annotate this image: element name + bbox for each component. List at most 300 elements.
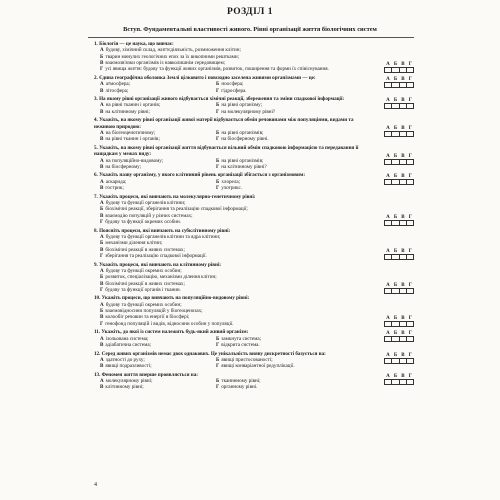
page-number: 4 [94,482,97,488]
answer-grid-letter: Б [393,373,398,379]
option-letter: А [100,200,104,207]
option-letter: А [100,81,104,88]
option-text: на рівні тканин і органів; [105,136,160,143]
answer-grid-letter: Г [408,331,412,337]
answer-grid-cells [384,179,414,185]
answer-options [94,268,414,293]
question-stem: Феномен життя вперше проявляється на: [101,371,198,378]
answer-grid-letter: А [386,126,390,132]
option-text: на рівні тканин і органів; [105,102,161,109]
answer-grid-letter: Г [408,248,412,254]
answer-checkbox[interactable] [392,322,399,326]
answer-checkbox[interactable] [407,68,413,72]
answer-grid-letter: Б [393,316,398,322]
answer-checkbox[interactable] [400,322,407,326]
option-letter: Г [216,384,220,391]
option-letter: А [100,47,104,54]
option-text: атмосфера; [105,81,131,88]
option-text: ізольована система; [105,335,149,342]
answer-grid-letter: А [386,214,390,220]
answer-options [94,130,414,143]
section-title: РОЗДІЛ 1 [226,7,273,17]
option-text: будову, хімічний склад, життєдіяльність, розмноження клітин; [105,47,241,54]
question-stem: Укажіть назву організму, у якого клітинний рівень організації збігається з організмовим: [99,172,306,179]
answer-checkbox[interactable] [400,180,407,184]
question-block [94,351,414,370]
answer-grid-letter: В [401,153,405,159]
question-stem: Укажіть процеси, що вивчають на популяційно-видовому рівні: [101,295,250,302]
option-letter: Г [216,163,220,170]
answer-option [100,164,216,170]
answer-options [94,357,414,370]
question-block [94,262,414,294]
option-text: будову та функції окремих особин; [105,267,182,274]
answer-grid[interactable] [384,77,414,88]
option-text: хлорела; [221,178,241,185]
option-letter: Б [216,356,220,363]
answer-option [100,109,216,115]
answer-grid-letter: А [386,76,390,82]
answer-option [100,342,216,348]
option-text: тварин минулих геологічних епох за їх викопними рештками; [105,53,240,60]
answer-grid-letter: В [401,352,405,358]
answer-checkbox[interactable] [400,83,407,87]
option-letter: А [100,233,104,240]
answer-checkbox[interactable] [400,132,407,136]
option-text: взаємодію популяцій у різних системах; [105,212,193,219]
option-letter: В [100,108,104,115]
answer-grid-letter: А [386,352,390,358]
option-letter: А [100,157,104,164]
answer-checkbox[interactable] [407,83,413,87]
option-text: на рівні організмів; [221,130,264,137]
option-letter: Г [216,87,220,94]
answer-options [94,336,414,349]
answer-grid-cells [384,159,414,165]
option-letter: В [100,384,104,391]
option-text: на біосферному; [105,163,142,170]
answer-checkbox[interactable] [400,289,407,293]
option-letter: Г [216,108,220,115]
option-letter: А [100,378,104,385]
answer-grid-letter: А [386,331,390,337]
answer-grid-letter: Б [393,248,398,254]
answer-options [94,81,414,94]
answer-grid[interactable] [384,126,414,137]
option-text: біохімічні реакції в живих системах; [105,280,185,287]
option-text: тканинному рівні; [221,378,261,385]
answer-checkbox[interactable] [392,380,399,384]
question-number: 10. [94,295,102,302]
answer-grid-cells [384,379,414,385]
answer-grid-letter: Б [393,126,398,132]
answer-grid-cells [384,67,414,73]
option-text: колообіг речовин та енергії в біосфері; [105,314,190,321]
answer-checkbox[interactable] [392,160,399,164]
answer-grid-letter: А [386,316,390,322]
answer-checkbox[interactable] [392,255,399,259]
answer-grid-cells [384,288,414,294]
answer-options [94,302,414,327]
answer-checkbox[interactable] [385,68,392,72]
question-block [94,117,414,142]
question-block [94,96,414,115]
answer-grid-letter: Г [408,282,412,288]
option-text: органному рівні. [221,384,258,391]
answer-option [100,219,374,225]
question-block [94,372,414,391]
answer-checkbox[interactable] [385,180,392,184]
option-text: механізми ділення клітин; [105,240,163,247]
answer-option [216,164,374,170]
answer-checkbox[interactable] [385,289,392,293]
option-text: на клітинному рівні? [221,163,267,170]
option-letter: Б [100,274,104,281]
option-text: на біогеоценотичному; [105,130,156,137]
question-block [94,75,414,94]
answer-option [216,136,374,142]
option-letter: А [100,267,104,274]
answer-grid[interactable] [384,154,414,165]
answer-grid-letter: Г [408,174,412,180]
option-text: адіабатична система; [105,342,152,348]
answer-checkbox[interactable] [392,289,399,293]
answer-grid-letter: Г [408,373,412,379]
question-stem: Єдина географічна оболонка Землі цілковито і повсюдно заселена живими організмами — це: [99,74,316,81]
question-stem: Біологія — це наука, що вивчає: [99,41,174,47]
answer-grid-letter: А [386,62,390,67]
answer-grid[interactable] [384,283,414,294]
answer-checkbox[interactable] [392,68,399,72]
option-text: будову та функції окремих особин. [105,219,182,226]
answer-grid-cells [384,321,414,327]
answer-checkbox[interactable] [392,180,399,184]
answer-option [100,88,216,94]
answer-grid[interactable] [384,374,414,385]
option-text: взаємовідносини популяцій у біогеоценозах; [105,308,203,315]
question-stem: Укажіть, до якої із систем належить будь-який живий організм: [101,329,249,336]
answer-grid[interactable] [384,249,414,260]
option-letter: Г [216,342,220,348]
option-letter: Б [100,206,104,213]
answer-grid-letter: А [386,373,390,379]
answer-checkbox[interactable] [407,289,413,293]
option-text: на рівні організмів; [221,157,264,164]
option-letter: В [100,185,104,192]
answer-checkbox[interactable] [392,359,399,363]
option-text: усі явища життя: будову та функції живих організмів, розвиток, поширення та форми їх співіснування. [105,66,329,73]
answer-checkbox[interactable] [400,160,407,164]
option-letter: Г [100,320,104,327]
answer-grid-cells [384,220,414,226]
option-text: біохімічні реакції в живих системах; [105,246,185,253]
answer-checkbox[interactable] [385,160,392,164]
answer-checkbox[interactable] [385,132,392,136]
option-letter: В [100,363,104,370]
answer-grid-letter: Б [393,331,398,337]
answer-checkbox[interactable] [407,221,413,225]
option-text: на біосферному рівні. [221,136,269,143]
option-letter: Б [100,308,104,315]
answer-grid-letter: Б [393,214,398,220]
option-text: молекулярному рівні; [105,378,153,385]
question-stem: Серед живих організмів немає двох однакових. Це унікальність вияву дискретності базується на: [101,350,326,357]
answer-option [100,66,374,72]
answer-checkbox[interactable] [400,68,407,72]
option-letter: А [100,178,104,185]
answer-option [216,109,374,115]
question-number: 2. [94,74,100,81]
option-letter: Г [100,219,104,226]
answer-grid[interactable] [384,353,414,364]
option-letter: Г [100,286,104,293]
answer-checkbox[interactable] [407,160,413,164]
option-text: здатності до руху; [105,356,145,363]
answer-checkbox[interactable] [385,255,392,259]
answer-checkbox[interactable] [392,104,399,108]
answer-grid[interactable] [384,174,414,185]
answer-grid-letter: В [401,331,405,337]
answer-grid[interactable] [384,215,414,226]
answer-grid-letter: В [401,126,405,132]
question-number: 12. [94,350,102,357]
option-letter: Б [216,81,220,88]
option-letter: А [100,301,104,308]
answer-grid-letter: В [401,98,405,104]
option-letter: Г [216,136,220,143]
answer-option [216,88,374,94]
answer-grid-letter: В [401,76,405,82]
question-text [94,145,414,158]
answer-grid-letter: А [386,282,390,288]
answer-grid-cells [384,103,414,109]
option-text: замкнута система; [221,335,262,342]
option-text: зберігання та реалізацію спадкової інформації. [105,252,207,259]
answer-checkbox[interactable] [385,380,392,384]
option-letter: В [100,342,104,348]
answer-grid-letter: Б [393,98,398,104]
option-letter: Б [216,130,220,137]
option-text: відкрита система. [221,342,260,348]
answer-grid-letter: А [386,153,390,159]
answer-checkbox[interactable] [407,180,413,184]
option-text: явищі конваріантної редуплікації. [221,363,295,370]
option-text: будову та функції окремих особин; [105,301,182,308]
option-text: клітинному рівні; [105,384,144,391]
option-letter: А [100,335,104,342]
answer-checkbox[interactable] [385,83,392,87]
answer-option [100,136,216,142]
question-number: 4. [94,117,100,124]
option-text: гострик; [105,185,124,192]
answer-checkbox[interactable] [400,359,407,363]
question-block [94,145,414,170]
option-text: біохімічні реакції, зберігання та реалізацію спадкової інформації; [105,206,248,213]
answer-checkbox[interactable] [407,359,413,363]
answer-grid-letter: Г [408,76,412,82]
option-text: гідросфера. [221,87,247,94]
question-number: 6. [94,172,100,179]
question-number: 1. [94,41,100,47]
option-text: ноосфера; [221,81,244,88]
answer-options [94,234,414,259]
answer-option [100,321,374,327]
answer-grid-letter: Г [408,214,412,220]
question-block [94,41,414,73]
answer-grid-cells [384,131,414,137]
answer-checkbox[interactable] [400,104,407,108]
answer-grid-letter: Б [393,174,398,180]
answer-grid-letter: В [401,248,405,254]
option-letter: В [100,212,104,219]
option-letter: В [100,60,104,67]
answer-grid-letter: Г [408,352,412,358]
option-letter: Г [100,66,104,73]
answer-options [94,378,414,391]
answer-grid[interactable] [384,98,414,109]
question-number: 7. [94,193,100,200]
answer-grid-letter: Б [393,153,398,159]
option-letter: Б [216,378,220,385]
answer-option [216,363,374,369]
answer-options [94,179,414,192]
answer-grid-letter: В [401,373,405,379]
answer-grid-letter: А [386,174,390,180]
answer-option [100,287,374,293]
questions-list [94,41,414,393]
question-number: 8. [94,227,100,234]
answer-grid-letter: Б [393,352,398,358]
option-letter: Б [216,335,220,342]
answer-option [100,384,216,390]
option-letter: Г [100,252,104,259]
answer-grid-cells [384,82,414,88]
answer-checkbox[interactable] [400,337,407,341]
answer-checkbox[interactable] [407,132,413,136]
answer-option [100,253,374,259]
option-text: розвиток, спеціалізацію, механізми ділення клітин; [105,274,217,281]
answer-option [216,185,374,191]
option-text: улотрикс. [221,185,243,192]
answer-grid-letter: Г [408,316,412,322]
option-text: на клітинному рівні; [105,108,150,115]
option-letter: А [100,356,104,363]
question-number: 13. [94,371,102,378]
answer-checkbox[interactable] [407,255,413,259]
question-block [94,194,414,226]
answer-checkbox[interactable] [407,104,413,108]
answer-checkbox[interactable] [407,337,413,341]
question-stem: Укажіть процеси, які вивчають на клітинному рівні: [99,261,222,268]
answer-option [100,185,216,191]
option-text: явищі подразливості; [105,363,152,370]
question-stem: Укажіть процеси, які вивчають на молекулярно-генетичному рівні: [99,193,256,200]
option-letter: В [100,314,104,321]
option-text: на популяційно-видовому; [105,157,164,164]
option-text: явищі пристосованості; [221,356,273,363]
question-block [94,329,414,348]
answer-checkbox[interactable] [385,322,392,326]
option-text: будову та функції органелів клітини; [105,200,186,207]
question-block [94,228,414,260]
option-text: на рівні організму; [221,102,263,109]
answer-grid[interactable] [384,331,414,342]
answer-grid-letter: Б [393,76,398,82]
topic-title: Вступ. Фундаментальні властивості живого. Рівні організації життя біологічних систем [123,26,377,33]
answer-grid-letter: Г [408,62,412,67]
answer-checkbox[interactable] [392,83,399,87]
answer-checkbox[interactable] [385,104,392,108]
option-letter: В [100,87,104,94]
question-number: 5. [94,144,100,151]
option-text: на молекулярному рівні? [221,108,276,115]
answer-option [216,384,374,390]
option-letter: А [100,130,104,137]
question-number: 11. [94,329,102,336]
option-letter: В [100,246,104,253]
option-letter: В [100,136,104,143]
option-text: будову та функції органелів клітини та ядра клітини; [105,233,221,240]
answer-grid-letter: Б [393,62,398,67]
answer-option [100,363,216,369]
answer-grid-letter: А [386,98,390,104]
question-number: 9. [94,261,100,268]
option-letter: Б [216,157,220,164]
option-text: будову та функції органів і тканин. [105,286,181,293]
answer-checkbox[interactable] [400,255,407,259]
question-stem: Поясніть процеси, які вивчають на субклітинному рівні: [99,227,231,234]
answer-grid[interactable] [384,316,414,327]
question-block [94,295,414,327]
option-text: взаємозв'язки організмів із навколишнім середовищем; [105,60,226,67]
answer-grid-cells [384,254,414,260]
option-letter: Г [216,363,220,370]
answer-grid-cells [384,336,414,342]
option-letter: Б [216,178,220,185]
answer-grid-letter: Г [408,98,412,104]
option-letter: Б [100,53,104,60]
answer-checkbox[interactable] [392,337,399,341]
answer-grid-letter: Б [393,282,398,288]
answer-grid-cells [384,358,414,364]
answer-option [216,342,374,348]
answer-options [94,158,414,171]
answer-grid-letter: А [386,248,390,254]
answer-options [94,102,414,115]
answer-checkbox[interactable] [400,380,407,384]
question-stem: Укажіть, на якому рівні організації життя відбувається вільний обмін спадковою інформацією та передавання її нащадкам у межах виду: [94,144,359,158]
option-letter: В [100,280,104,287]
option-letter: А [100,102,104,109]
answer-checkbox[interactable] [392,221,399,225]
answer-checkbox[interactable] [385,359,392,363]
answer-grid-letter: В [401,316,405,322]
answer-checkbox[interactable] [407,380,413,384]
option-text: аскарида; [105,178,127,185]
answer-checkbox[interactable] [385,221,392,225]
answer-checkbox[interactable] [392,132,399,136]
answer-grid[interactable] [384,62,414,73]
answer-grid-letter: В [401,282,405,288]
question-stem: Укажіть, на якому рівні організації живої матерії відбувається обмін речовинами між популяціями, видами та неживою природою: [94,117,354,130]
answer-checkbox[interactable] [400,221,407,225]
answer-checkbox[interactable] [407,322,413,326]
answer-checkbox[interactable] [385,337,392,341]
option-letter: Г [216,185,220,192]
answer-grid-letter: В [401,62,405,67]
answer-grid-letter: Г [408,153,412,159]
answer-grid-letter: В [401,174,405,180]
